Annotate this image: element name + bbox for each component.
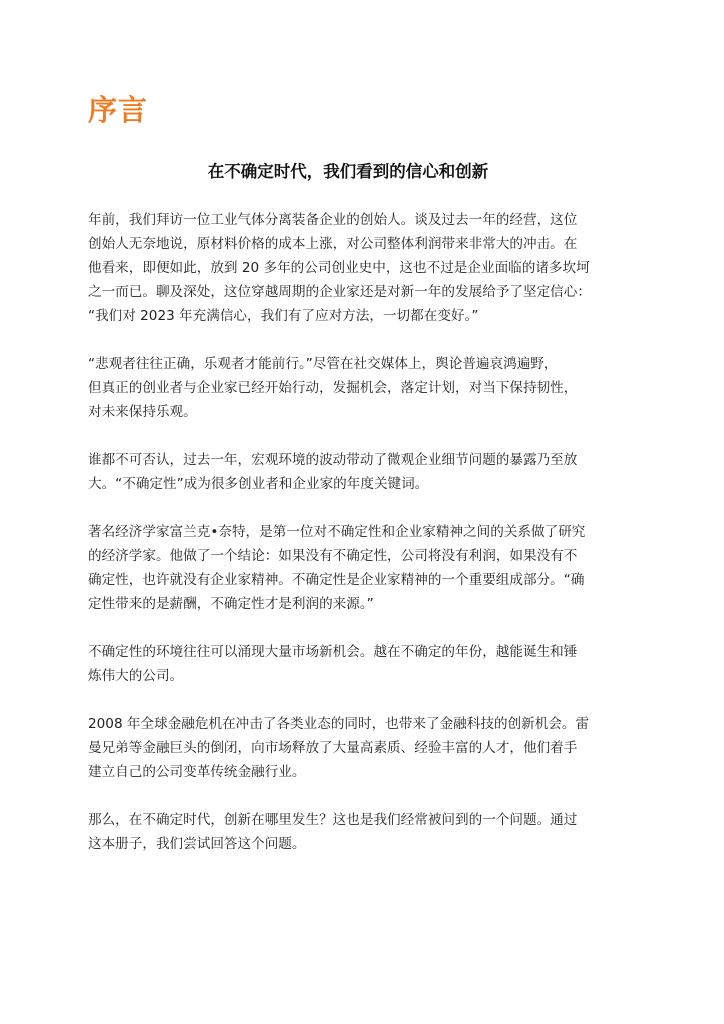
text-line: 年前，我们拜访一位工业气体分离装备企业的创始人。谈及过去一年的经营，这位: [88, 212, 578, 228]
text-line: 不确定性的环境往往可以涌现大量市场新机会。越在不确定的年份，越能诞生和锤: [88, 644, 578, 660]
text-line: 的经济学家。他做了一个结论：如果没有不确定性，公司将没有利润，如果没有不: [88, 548, 578, 564]
text-line: 但真正的创业者与企业家已经开始行动，发掘机会，落定计划，对当下保持韧性，: [88, 380, 578, 396]
preface-subtitle: 在不确定时代，我们看到的信心和创新: [207, 162, 489, 181]
paragraph-3: [88, 448, 608, 496]
text-line: 创始人无奈地说，原材料价格的成本上涨，对公司整体利润带来非常大的冲击。在: [88, 236, 578, 252]
text-line: 谁都不可否认，过去一年，宏观环境的波动带动了微观企业细节问题的暴露乃至放: [88, 452, 578, 468]
paragraph-5: [88, 640, 608, 688]
paragraph-1: [88, 208, 608, 328]
paragraph-4: [88, 520, 608, 616]
text-line: 确定性，也许就没有企业家精神。不确定性是企业家精神的一个重要组成部分。“确: [88, 572, 585, 588]
paragraph-7: [88, 808, 608, 856]
section-title: 序言: [88, 93, 149, 127]
text-line: “悲观者往往正确，乐观者才能前行。”尽管在社交媒体上，舆论普遍哀鸿遍野，: [88, 356, 558, 372]
preface-body: [88, 208, 608, 880]
paragraph-6: [88, 712, 608, 784]
text-line: 这本册子，我们尝试回答这个问题。: [88, 836, 306, 852]
text-line: 曼兄弟等金融巨头的倒闭，向市场释放了大量高素质、经验丰富的人才，他们着手: [88, 740, 578, 756]
text-line: 之一而已。聊及深处，这位穿越周期的企业家还是对新一年的发展给予了坚定信心：: [88, 284, 591, 300]
text-line: 建立自己的公司变革传统金融行业。: [88, 764, 306, 780]
text-line: 定性带来的是薪酬，不确定性才是利润的来源。”: [88, 596, 374, 612]
text-line: 大。“不确定性”成为很多创业者和企业家的年度关键词。: [88, 476, 429, 492]
text-line: “我们对 2023 年充满信心，我们有了应对方法，一切都在变好。”: [88, 308, 479, 324]
text-line: 那么，在不确定时代，创新在哪里发生？这也是我们经常被问到的一个问题。通过: [88, 812, 578, 828]
text-line: 他看来，即便如此，放到 20 多年的公司创业史中，这也不过是企业面临的诸多坎坷: [88, 260, 590, 276]
text-line: 著名经济学家富兰克•奈特，是第一位对不确定性和企业家精神之间的关系做了研究: [88, 524, 586, 540]
text-line: 炼伟大的公司。: [88, 668, 184, 684]
text-line: 对未来保持乐观。: [88, 404, 197, 420]
text-line: 2008 年全球金融危机在冲击了各类业态的同时，也带来了金融科技的创新机会。雷: [88, 716, 590, 732]
paragraph-2: [88, 352, 608, 424]
